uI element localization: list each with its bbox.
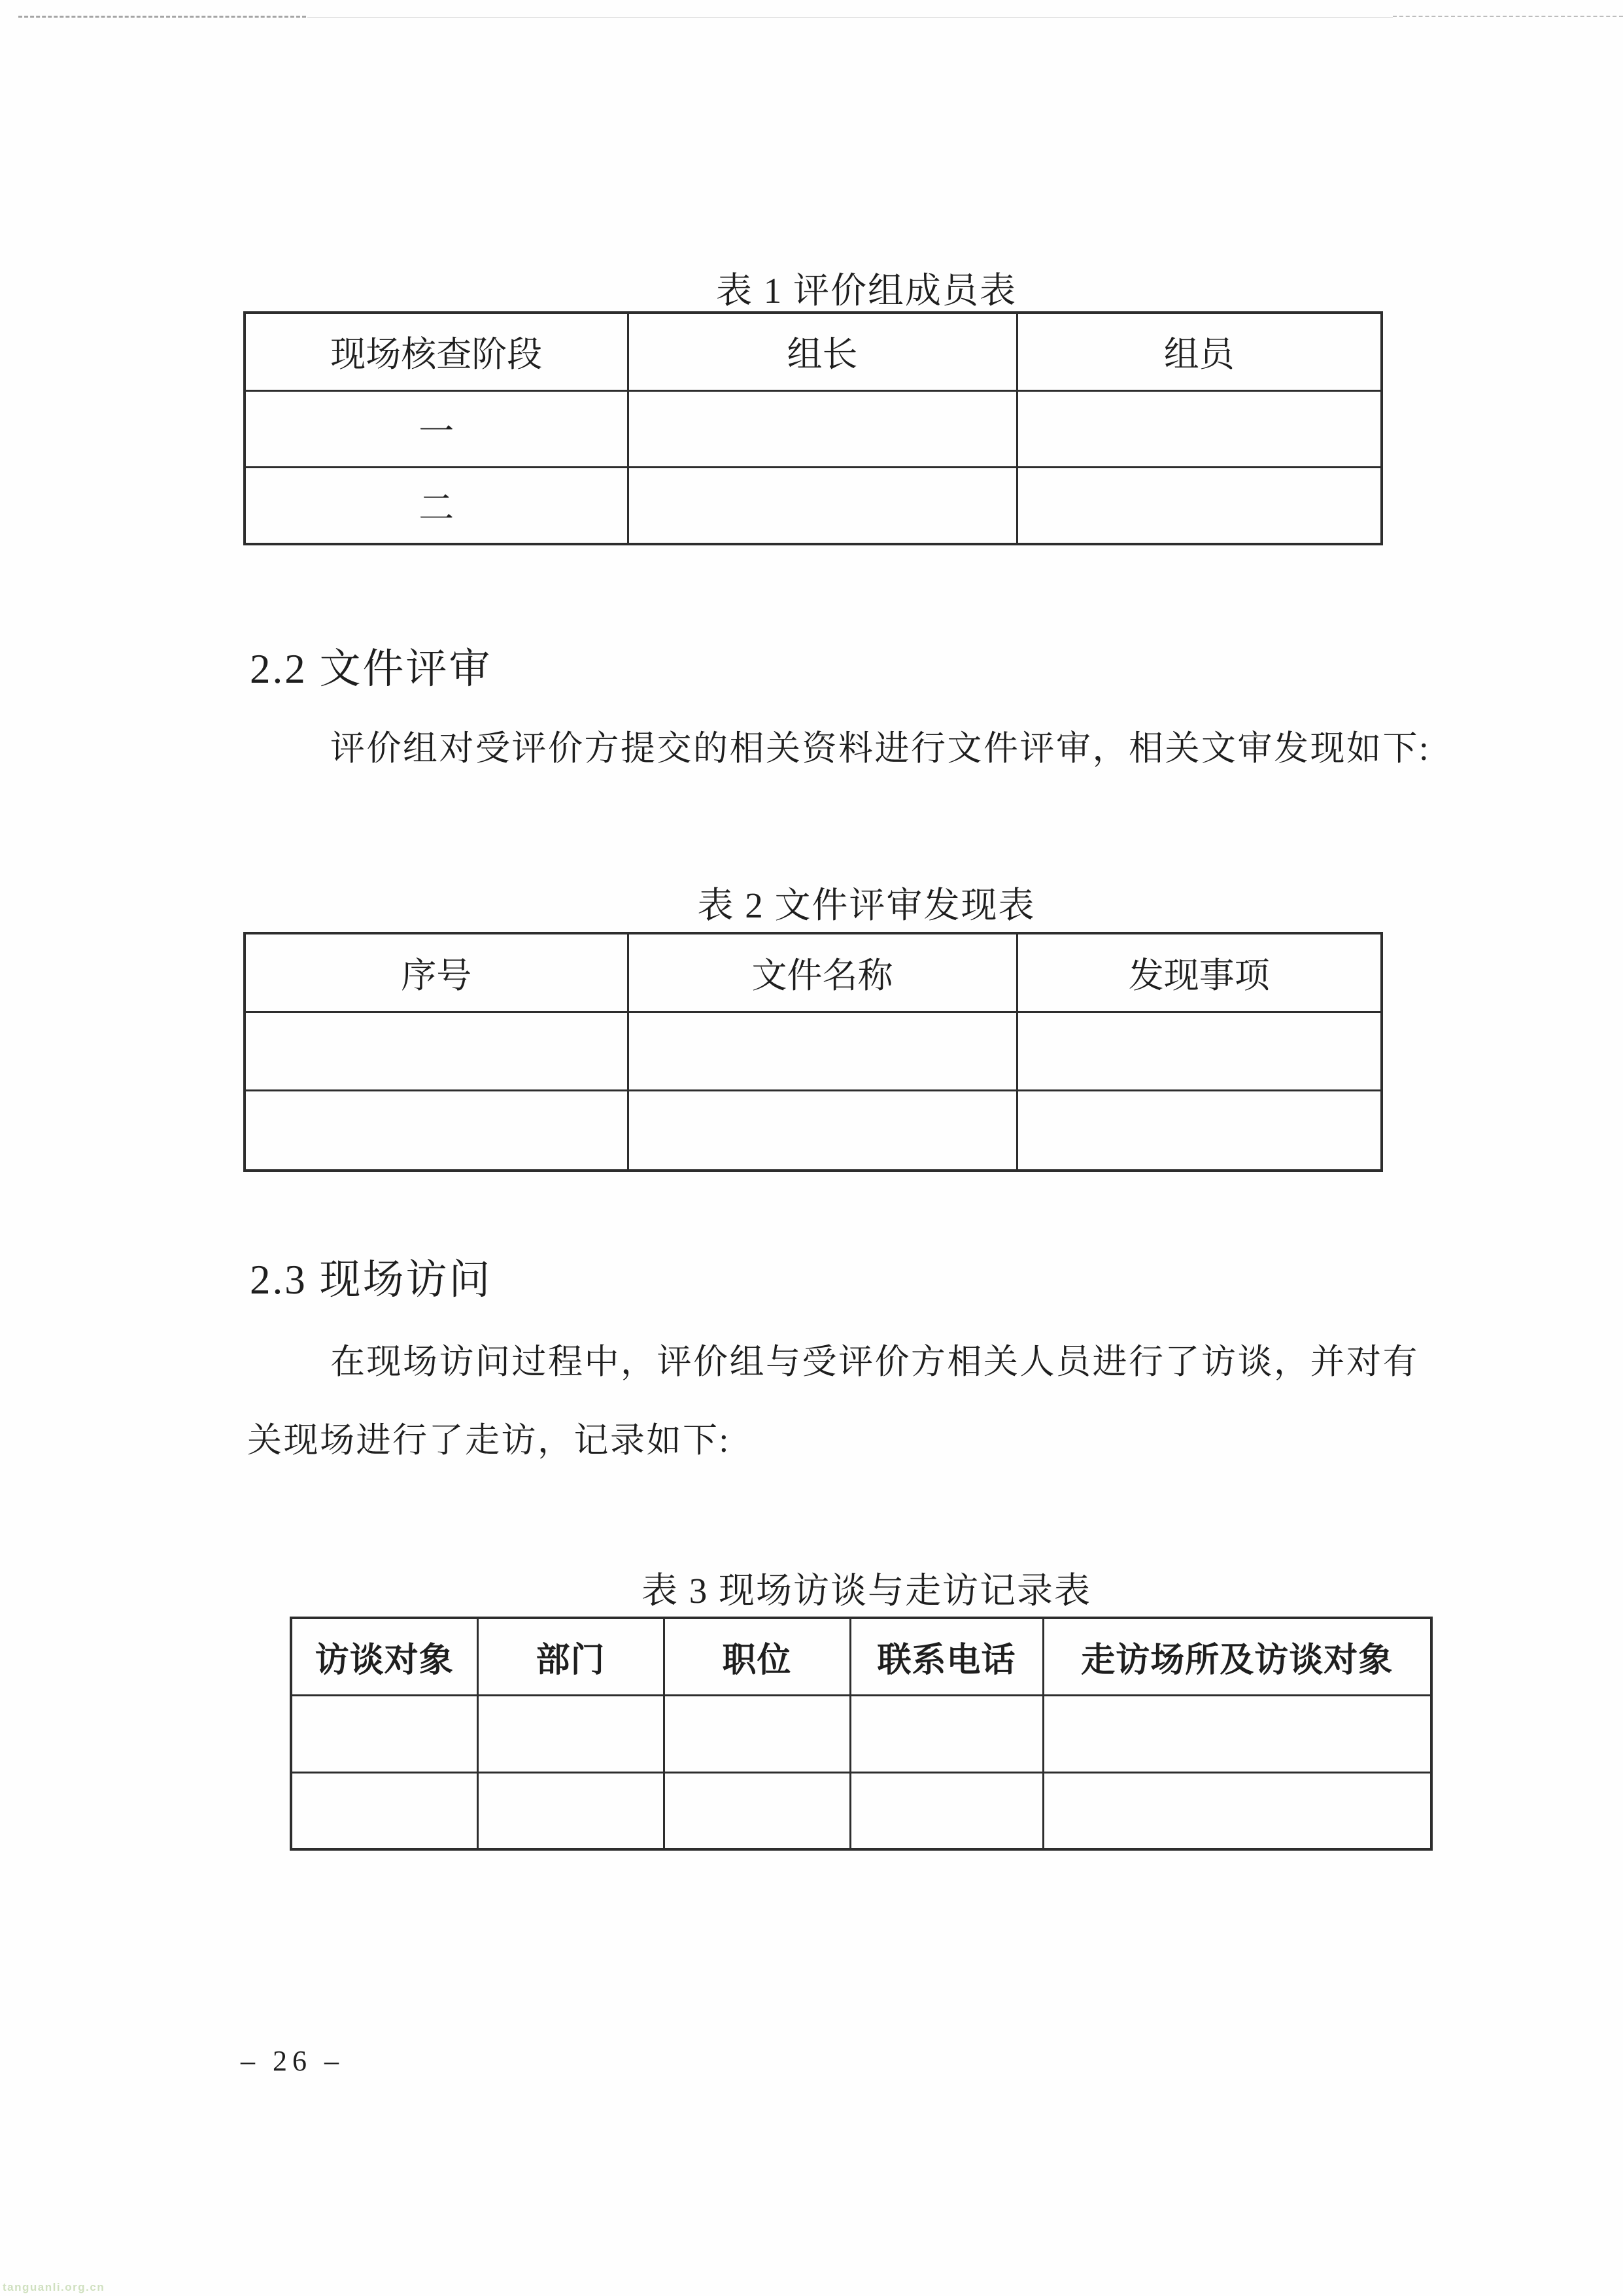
- table-header-cell: 部门: [477, 1618, 664, 1695]
- table-cell: [1017, 1012, 1382, 1090]
- table-cell: [291, 1695, 477, 1772]
- table-row: [245, 1012, 1382, 1090]
- watermark-text: tanguanli.org.cn: [3, 2281, 105, 2293]
- table-cell: [1017, 467, 1382, 544]
- scan-artifact-line: [1393, 16, 1623, 17]
- table-header-cell: 序号: [245, 933, 628, 1012]
- table-header-cell: 现场核查阶段: [245, 313, 628, 390]
- table3-interview-visit-records: [290, 1617, 1433, 1851]
- table-cell: [1017, 1090, 1382, 1171]
- table2-title: 表 2 文件评审发现表: [697, 885, 1036, 925]
- table-cell: [664, 1772, 850, 1849]
- table-cell: [850, 1695, 1043, 1772]
- section-2-2-heading: 2.2 文件评审: [250, 646, 492, 692]
- scan-artifact-line: [307, 17, 1393, 18]
- section-2-3-paragraph-line1: 在现场访问过程中，评价组与受评价方相关人员进行了访谈，并对有: [330, 1343, 1419, 1381]
- table-cell: [628, 390, 1017, 467]
- section-2-3-heading: 2.3 现场访问: [250, 1257, 492, 1303]
- table-cell: [477, 1772, 664, 1849]
- table-cell: [245, 1012, 628, 1090]
- table1-evaluation-team-members: [243, 311, 1383, 545]
- table3-title: 表 3 现场访谈与走访记录表: [641, 1571, 1091, 1611]
- table-header-cell: 文件名称: [628, 933, 1017, 1012]
- table-cell: [664, 1695, 850, 1772]
- table-cell: [291, 1772, 477, 1849]
- scan-artifact-line: [18, 16, 306, 18]
- table-cell: [477, 1695, 664, 1772]
- table-row: [291, 1695, 1431, 1772]
- table-cell: [628, 1012, 1017, 1090]
- table-cell: 二: [245, 467, 628, 544]
- table-row: [291, 1772, 1431, 1849]
- table-row: [245, 390, 1382, 467]
- table-cell: [1043, 1772, 1431, 1849]
- table-cell: [628, 467, 1017, 544]
- table-header-cell: 组长: [628, 313, 1017, 390]
- table-cell: [1017, 390, 1382, 467]
- page-number: – 26 –: [241, 2045, 344, 2077]
- table-row: [245, 467, 1382, 544]
- table-cell: [245, 1090, 628, 1171]
- table-cell: 一: [245, 390, 628, 467]
- table-header-cell: 职位: [664, 1618, 850, 1695]
- table1-title: 表 1 评价组成员表: [715, 271, 1017, 311]
- table-header-row: [245, 933, 1382, 1012]
- table-header-cell: 联系电话: [850, 1618, 1043, 1695]
- table-header-row: [245, 313, 1382, 390]
- table2-document-review-findings: [243, 932, 1383, 1172]
- table-header-cell: 访谈对象: [291, 1618, 477, 1695]
- section-2-3-paragraph-line2: 关现场进行了走访，记录如下:: [247, 1422, 730, 1460]
- section-2-2-paragraph: 评价组对受评价方提交的相关资料进行文件评审，相关文审发现如下:: [330, 730, 1431, 768]
- table-header-cell: 走访场所及访谈对象: [1043, 1618, 1431, 1695]
- table-cell: [628, 1090, 1017, 1171]
- table-cell: [1043, 1695, 1431, 1772]
- table-row: [245, 1090, 1382, 1171]
- table-header-row: [291, 1618, 1431, 1695]
- table-header-cell: 组员: [1017, 313, 1382, 390]
- table-header-cell: 发现事项: [1017, 933, 1382, 1012]
- table-cell: [850, 1772, 1043, 1849]
